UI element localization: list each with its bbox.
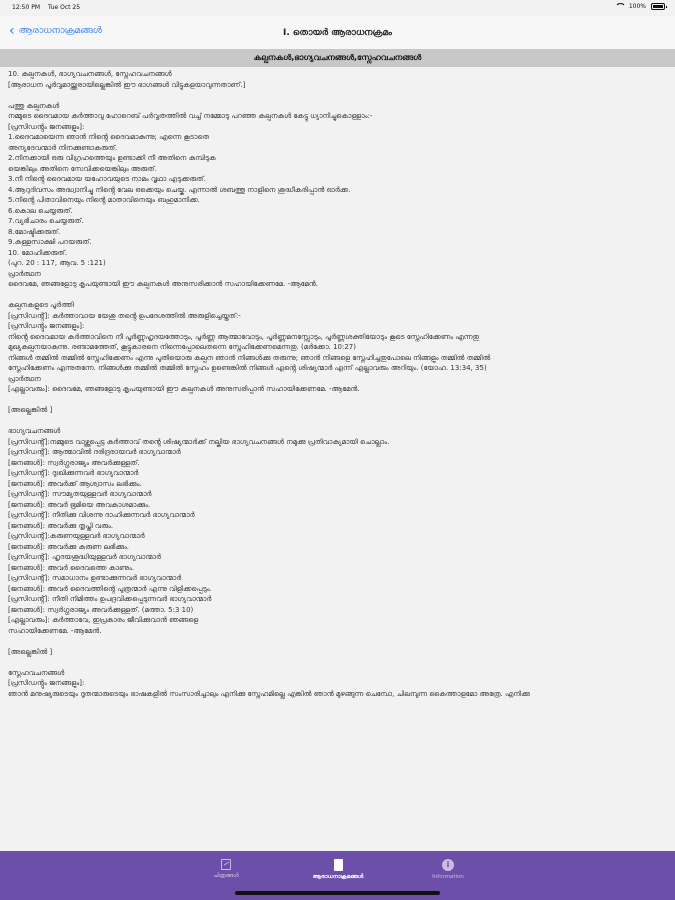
wifi-icon — [615, 3, 624, 10]
text-line: [ജനങ്ങൾ]: അവർക്കു കരുണ ലഭിക്കും. — [8, 542, 130, 551]
liturgy-text[interactable] — [0, 67, 675, 851]
info-icon: i — [442, 859, 454, 871]
text-line: കല്പനകളുടെ പൂർത്തി — [8, 301, 74, 309]
text-line: അന്യദേവന്മാർ നിനക്കുണ്ടാകരുത്. — [8, 143, 118, 152]
text-line: [ജനങ്ങൾ]: സ്വർഗ്ഗരാജ്യം അവർക്കുള്ളത്. — [8, 458, 140, 467]
text-line: യെങ്കിലും അതിനെ സേവിക്കയെങ്കിലും അരുത്. — [8, 164, 157, 173]
chevron-left-icon: ‹ — [9, 23, 15, 39]
tab-liturgies[interactable] — [298, 859, 378, 881]
text-line: ദൈവമേ, ഞങ്ങളോടു കൃപയുണ്ടായി ഈ കല്പനകൾ അനുസരിക്കാൻ സഹായിക്കേണമേ. -ആമേൻ. — [8, 280, 318, 288]
text-line: [ജനങ്ങൾ]: അവർ ദൈവത്തിൻ്റെ പുത്രന്മാർ എന്നു വിളിക്കപ്പെടും. — [8, 584, 212, 593]
text-line: [പ്രസിഡൻ്റ്]: സമാധാനം ഉണ്ടാക്കുന്നവർ ഭാഗ്യവാന്മാർ — [8, 574, 182, 582]
text-line: പ്രാർത്ഥന — [8, 374, 41, 383]
tab-label: Information — [432, 874, 464, 880]
text-line: ഞാൻ മനുഷ്യരുടെയും ദൂതന്മാരുടെയും ഭാഷകളിൽ സംസാരിച്ചാലും എനിക്കു സ്നേഹമില്ലെ എങ്കിൽ ഞാൻ മുഴങ്ങുന്ന ചെമ്പോ, ചിലമ്പുന്ന കൈത്താളമോ അത്രേ. എനിക്കു — [8, 689, 530, 698]
text-line: [അല്ലെങ്കിൽ ] — [8, 406, 53, 414]
text-line: [ജനങ്ങൾ]: അവർ ഭൂമിയെ അവകാശമാക്കും. — [8, 500, 151, 509]
text-line: 8.മോഷ്ടിക്കരുത്. — [8, 227, 61, 236]
text-line: [എല്ലാവരും]: കർത്താവേ, ഇപ്രകാരം ജീവിക്കുവാൻ ഞങ്ങളെ — [8, 616, 199, 624]
text-line: സഹായിക്കേണമേ. -ആമേൻ. — [8, 626, 102, 635]
text-line: പ്രാർത്ഥന — [8, 269, 41, 278]
text-line: 4.ആറുദിവസം അദ്ധ്വാനിച്ചു നിൻ്റെ വേല ഒക്കെയും ചെയ്ക. എന്നാൽ ശബത്തു നാളിനെ ശുദ്ധീകരിപ്പാൻ ഓർക്ക. — [8, 185, 351, 194]
tab-label: ആരാധനാക്രമങ്ങൾ — [312, 874, 364, 880]
image-icon — [221, 859, 231, 870]
back-label: ആരാധനാക്രമങ്ങൾ — [18, 26, 102, 36]
text-line: 5.നിൻ്റെ പിതാവിനെയും നിൻ്റെ മാതാവിനെയും ബഹുമാനിക്ക. — [8, 196, 200, 204]
text-line: [പ്രസിഡൻ്റ്]:കരുണയുള്ളവർ ഭാഗ്യവാന്മാർ — [8, 532, 145, 540]
text-line: (പുറ. 20 : 117, ആവ. 5 :121) — [8, 259, 106, 267]
battery-icon — [651, 3, 665, 10]
status-right — [615, 3, 665, 10]
blank-line — [8, 416, 667, 427]
text-line: 9.കള്ളസാക്ഷി പറയരുത്. — [8, 238, 92, 246]
text-line: [ജനങ്ങൾ]: അവർക്കു തൃപ്തി വരും. — [8, 521, 114, 530]
status-time: 12:50 PM Tue Oct 25 — [12, 4, 81, 11]
text-line: പത്തു കല്പനകൾ — [8, 101, 60, 110]
text-line: [ജനങ്ങൾ]: അവർക്ക് ആശ്വാസം ലഭിക്കും. — [8, 479, 142, 488]
text-line: 7.വ്യഭിചാരം ചെയ്യരുത്. — [8, 217, 84, 225]
text-line: [പ്രസിഡൻ്റും ജനങ്ങളും]: — [8, 679, 85, 687]
blank-line — [8, 90, 667, 101]
page-title: I. തൊയർ ആരാധനക്രമം — [283, 28, 392, 38]
text-line: സ്നേഹിക്കേണം എന്നുതന്നേ. നിങ്ങൾക്കു തമ്മിൽ തമ്മിൽ സ്നേഹം ഉണ്ടെങ്കിൽ നിങ്ങൾ എൻ്റെ ശിഷ്യന്മാർ എന്ന് എല്ലാവരും അറിയും. (യോഹ. 13:34, 35) — [8, 364, 487, 372]
text-line: [പ്രസിഡൻ്റും ജനങ്ങളും]: — [8, 122, 85, 131]
blank-line — [8, 657, 667, 668]
text-line: [പ്രസിഡൻ്റ്]: ദുഃഖിക്കുന്നവർ ഭാഗ്യവാന്മാർ — [8, 469, 139, 477]
text-line: നമ്മുടെ ദൈവമായ കർത്താവു ഹോറെബ് പർവ്വതത്തിൽ വച്ച് നമ്മോടു പറഞ്ഞ കല്പനകൾ കേട്ടു ധ്യാനിച്ചുകൊള്ളാം:- — [8, 112, 373, 120]
tab-images[interactable] — [186, 859, 266, 880]
blank-line — [8, 395, 667, 406]
text-line: [പ്രസിഡൻ്റ്]: കർത്താവായ യേശു തൻ്റെ ഉപദേശത്തിൽ അരുളിച്ചെയ്തത്:- — [8, 311, 241, 320]
text-line: [പ്രസിഡൻ്റ്]: സൗമ്യതയുള്ളവർ ഭാഗ്യവാന്മാർ — [8, 490, 152, 498]
section-header: കല്പനകൾ,ഭാഗ്യവചനങ്ങൾ,സ്നേഹവചനങ്ങൾ — [0, 49, 675, 67]
text-line: [പ്രസിഡൻ്റ്]: നീതിക്കു വിശന്നു ദാഹിക്കുന്നവർ ഭാഗ്യവാന്മാർ — [8, 511, 195, 519]
book-icon — [334, 859, 343, 871]
text-line: 6.കൊല ചെയ്യരുത്. — [8, 206, 73, 215]
home-indicator — [235, 891, 440, 895]
text-line: 10. മോഹിക്കരുത്. — [8, 248, 68, 257]
text-line: സ്നേഹവചനങ്ങൾ — [8, 668, 65, 677]
text-line: [ജനങ്ങൾ]: അവർ ദൈവത്തെ കാണും. — [8, 563, 135, 572]
text-line: 3.നീ നിൻ്റെ ദൈവമായ യഹോവയുടെ നാമം വൃഥാ എടുക്കരുത്. — [8, 175, 206, 183]
blank-line — [8, 290, 667, 301]
text-line: 10. കല്പനകൾ, ഭാഗ്യവചനങ്ങൾ, സ്നേഹവചനങ്ങൾ — [8, 70, 172, 78]
tab-label: ചിത്രങ്ങൾ — [213, 873, 239, 879]
tab-information[interactable] — [408, 859, 488, 880]
text-line: [ജനങ്ങൾ]: സ്വർഗ്ഗരാജ്യം അവർക്കുള്ളത്. (മത്താ. 5:3 10) — [8, 605, 194, 614]
text-line: നിൻ്റെ ദൈവമായ കർത്താവിനെ നീ പൂർണ്ണഹൃദയത്തോടും, പൂർണ്ണ ആത്മാവോടും, പൂർണ്ണമനസ്സോടും, പൂർണ്ണശക്തിയോടും കൂടെ സ്നേഹിക്കേണം എന്നതു — [8, 332, 479, 341]
text-line: [പ്രസിഡൻ്റ്]:നമ്മുടെ വാഴ്ത്തപ്പെട്ട കർത്താവ് തൻ്റെ ശിഷ്യന്മാർക്ക് നല്കിയ ഭാഗ്യവചനങ്ങൾ നമുക്കു പ്രതിവാക്യമായി ചൊല്ലാം. — [8, 437, 390, 446]
blank-line — [8, 636, 667, 647]
text-line: [ആരാധന പൂർവ്വമായ്ത്തരായില്ലെങ്കിൽ ഈ ഭാഗങ്ങൾ വിട്ടുകളയാവുന്നതാണ്.] — [8, 80, 246, 89]
text-line: 1.ദൈവമായെന്ന ഞാൻ നിൻ്റെ ദൈവമാകുന്നു; എന്നെ കൂടാതെ — [8, 133, 210, 141]
status-date: Tue Oct 25 — [48, 4, 81, 11]
text-line: 2.നിനക്കായി ഒരു വിഗ്രഹത്തെയും ഉണ്ടാക്കി നീ അതിനെ കുമ്പിടുക — [8, 154, 216, 162]
text-line: [പ്രസിഡൻ്റ്]: ആത്മാവിൽ ദരിദ്രരായവർ ഭാഗ്യവാന്മാർ — [8, 448, 181, 456]
text-line: [പ്രസിഡൻ്റും ജനങ്ങളും]: — [8, 322, 85, 330]
navigation-bar — [0, 16, 675, 49]
text-line: [പ്രസിഡൻ്റ്]: ഹൃദയശുദ്ധിയുള്ളവർ ഭാഗ്യവാന്മാർ — [8, 553, 161, 561]
text-line: നിങ്ങൾ തമ്മിൽ തമ്മിൽ സ്നേഹിക്കേണം എന്നു പുതിയൊരു കല്പന ഞാൻ നിങ്ങൾക്കു തരുന്നു; ഞാൻ നിങ്ങളെ സ്നേഹിച്ചതുപോലെ നിങ്ങളും തമ്മിൽ തമ്മിൽ — [8, 353, 491, 362]
text-line: [അല്ലെങ്കിൽ ] — [8, 647, 53, 656]
text-line: [എല്ലാവരും]: ദൈവമേ, ഞങ്ങളോടു കൃപയുണ്ടായി ഈ കല്പനകൾ അനുസരിപ്പാൻ സഹായിക്കേണമേ. -ആമേൻ. — [8, 385, 360, 393]
text-line: ഭാഗ്യവചനങ്ങൾ — [8, 427, 61, 435]
battery-percent: 100% — [628, 3, 646, 10]
status-bar — [0, 0, 675, 16]
text-line: [പ്രസിഡൻ്റ്]: നീതി നിമിത്തം ഉപദ്രവിക്കപ്പെടുന്നവർ ഭാഗ്യവാന്മാർ — [8, 595, 212, 603]
text-line: മുഖ്യകല്പനയാകുന്നു. രണ്ടാമത്തേത്, കൂട്ടുകാരനെ നിന്നെപ്പോലെതന്നെ സ്നേഹിക്കേണമെന്നതു. (മർക്കോ. 10:27) — [8, 343, 356, 351]
